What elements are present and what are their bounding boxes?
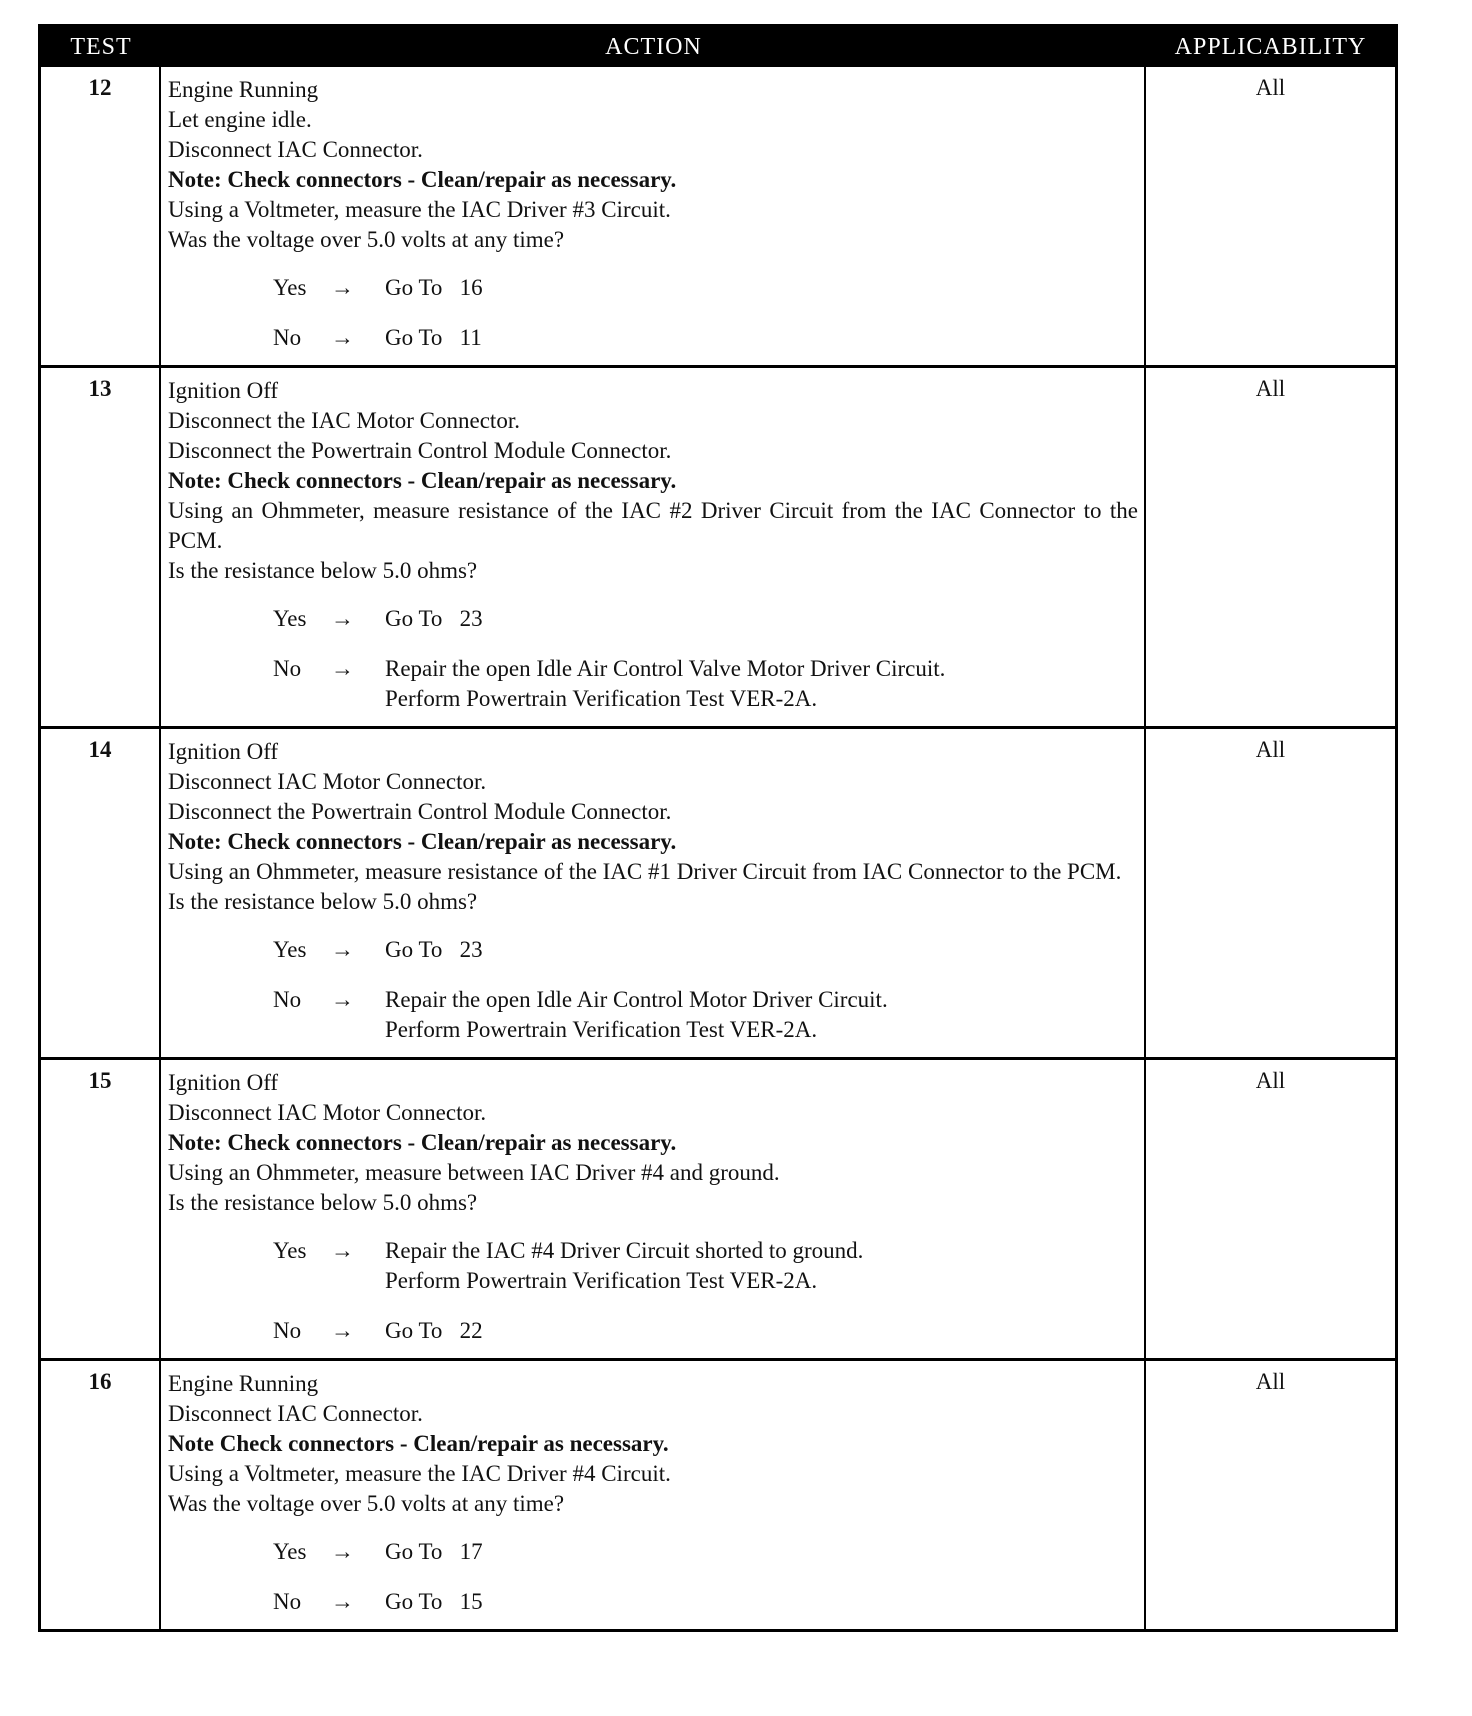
arrow-right-icon: → (331, 1238, 354, 1263)
arrow-right-icon: → (331, 937, 354, 962)
note-line: Note: Check connectors - Clean/repair as necessary. (168, 468, 677, 493)
action-line: Disconnect the IAC Motor Connector. (168, 408, 520, 433)
header-test: TEST (70, 33, 132, 60)
action-line: Engine Running (168, 1371, 319, 1396)
branch-label: Yes (273, 1238, 307, 1263)
action-line: Engine Running (168, 77, 319, 102)
action-line: Disconnect the Powertrain Control Module Connector. (168, 438, 672, 463)
branches (168, 604, 1138, 714)
note-line: Note: Check connectors - Clean/repair as necessary. (168, 167, 677, 192)
test-number: 14 (41, 729, 161, 1057)
branch-text-line: Perform Powertrain Verification Test VER-2A. (385, 1268, 818, 1293)
action-line: Disconnect IAC Connector. (168, 137, 423, 162)
branch-no (273, 654, 1138, 714)
applicability-cell: All (1255, 75, 1286, 100)
branch-text-line: Repair the open Idle Air Control Valve Motor Driver Circuit. (385, 656, 946, 681)
action-line: Disconnect IAC Connector. (168, 1401, 423, 1426)
action-line: Disconnect the Powertrain Control Module Connector. (168, 799, 672, 824)
applicability-cell: All (1255, 376, 1286, 401)
branch-yes (273, 935, 1138, 965)
table-row (41, 1057, 1395, 1358)
action-line: Ignition Off (168, 1070, 279, 1095)
action-cell (161, 729, 1146, 1057)
action-cell (161, 67, 1146, 365)
branch-text-line: Go To 22 (385, 1318, 483, 1343)
test-number: 15 (41, 1060, 161, 1358)
branch-label: No (273, 1589, 302, 1614)
branch-label: No (273, 1318, 302, 1343)
branch-yes (273, 1537, 1138, 1567)
branch-text-line: Go To 23 (385, 606, 483, 631)
arrow-right-icon: → (331, 606, 354, 631)
branch-text-line: Go To 11 (385, 325, 482, 350)
action-cell (161, 1060, 1146, 1358)
branches (168, 935, 1138, 1045)
action-line: Disconnect IAC Motor Connector. (168, 769, 487, 794)
test-number: 13 (41, 368, 161, 726)
branch-no (273, 1316, 1138, 1346)
arrow-right-icon: → (331, 1539, 354, 1564)
test-number: 12 (41, 67, 161, 365)
arrow-right-icon: → (331, 1589, 354, 1614)
action-line: Ignition Off (168, 739, 279, 764)
branch-text (385, 1236, 1138, 1296)
action-cell (161, 1361, 1146, 1629)
action-line: Is the resistance below 5.0 ohms? (168, 1190, 478, 1215)
note-line: Note: Check connectors - Clean/repair as necessary. (168, 1130, 677, 1155)
branch-text-line: Go To 23 (385, 937, 483, 962)
table-header (41, 27, 1395, 67)
branch-text (385, 273, 1138, 303)
branch-label: Yes (273, 1539, 307, 1564)
table-body (41, 67, 1395, 1629)
branch-label: No (273, 656, 302, 681)
branch-text-line: Repair the IAC #4 Driver Circuit shorted to ground. (385, 1238, 864, 1263)
branch-text (385, 323, 1138, 353)
test-number: 16 (41, 1361, 161, 1629)
branch-text-line: Perform Powertrain Verification Test VER-2A. (385, 686, 818, 711)
action-line: Ignition Off (168, 378, 279, 403)
branch-text (385, 935, 1138, 965)
branch-text (385, 654, 1138, 714)
arrow-right-icon: → (331, 325, 354, 350)
branch-text (385, 1587, 1138, 1617)
arrow-right-icon: → (331, 275, 354, 300)
applicability-cell: All (1255, 1369, 1286, 1394)
branch-yes (273, 604, 1138, 634)
arrow-right-icon: → (331, 1318, 354, 1343)
arrow-right-icon: → (331, 656, 354, 681)
note-line: Note Check connectors - Clean/repair as necessary. (168, 1431, 669, 1456)
action-line: Using a Voltmeter, measure the IAC Driver #3 Circuit. (168, 197, 671, 222)
branches (168, 273, 1138, 353)
branch-label: Yes (273, 937, 307, 962)
branch-text-line: Go To 15 (385, 1589, 483, 1614)
action-line: Disconnect IAC Motor Connector. (168, 1100, 487, 1125)
branch-no (273, 323, 1138, 353)
header-action: ACTION (605, 33, 702, 60)
action-line: Let engine idle. (168, 107, 312, 132)
branches (168, 1236, 1138, 1346)
diagnostic-table (38, 24, 1398, 1632)
branch-text-line: Perform Powertrain Verification Test VER-2A. (385, 1017, 818, 1042)
action-line: Using an Ohmmeter, measure resistance of the IAC #2 Driver Circuit from the IAC Connector to the PCM. (168, 498, 1138, 553)
branches (168, 1537, 1138, 1617)
table-row (41, 365, 1395, 726)
action-line: Is the resistance below 5.0 ohms? (168, 558, 478, 583)
action-line: Using a Voltmeter, measure the IAC Driver #4 Circuit. (168, 1461, 671, 1486)
branch-yes (273, 273, 1138, 303)
table-row (41, 726, 1395, 1057)
action-line: Using an Ohmmeter, measure between IAC Driver #4 and ground. (168, 1160, 780, 1185)
applicability-cell: All (1255, 1068, 1286, 1093)
applicability-cell: All (1255, 737, 1286, 762)
branch-label: No (273, 987, 302, 1012)
branch-no (273, 985, 1138, 1045)
action-cell (161, 368, 1146, 726)
action-line: Was the voltage over 5.0 volts at any time? (168, 227, 565, 252)
branch-label: No (273, 325, 302, 350)
branch-yes (273, 1236, 1138, 1296)
branch-text (385, 604, 1138, 634)
branch-text (385, 985, 1138, 1045)
branch-text (385, 1316, 1138, 1346)
arrow-right-icon: → (331, 987, 354, 1012)
branch-text (385, 1537, 1138, 1567)
table-row (41, 67, 1395, 365)
action-line: Using an Ohmmeter, measure resistance of the IAC #1 Driver Circuit from IAC Connector to the PCM. (168, 859, 1122, 884)
table-row (41, 1358, 1395, 1629)
action-line: Was the voltage over 5.0 volts at any time? (168, 1491, 565, 1516)
header-applicability: APPLICABILITY (1174, 33, 1367, 60)
branch-text-line: Repair the open Idle Air Control Motor Driver Circuit. (385, 987, 888, 1012)
branch-text-line: Go To 16 (385, 275, 483, 300)
branch-label: Yes (273, 275, 307, 300)
branch-no (273, 1587, 1138, 1617)
note-line: Note: Check connectors - Clean/repair as necessary. (168, 829, 677, 854)
branch-label: Yes (273, 606, 307, 631)
action-line: Is the resistance below 5.0 ohms? (168, 889, 478, 914)
branch-text-line: Go To 17 (385, 1539, 483, 1564)
